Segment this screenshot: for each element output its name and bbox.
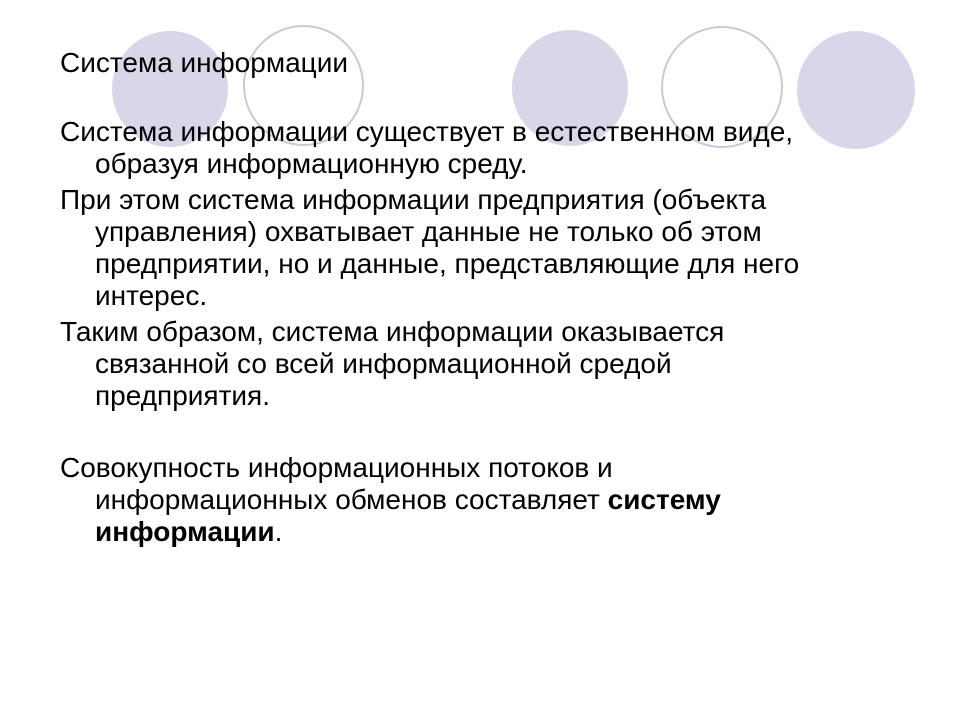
text-segment: При этом система информации предприятия (объекта xyxy=(60,184,767,215)
text-segment: информационных обменов составляет xyxy=(95,484,608,515)
body-text xyxy=(60,116,940,552)
text-segment: управления) охватывает данные не только об этом xyxy=(95,216,762,247)
text-segment: интерес. xyxy=(95,280,208,311)
text-segment: Таким образом, система информации оказывается xyxy=(60,316,725,347)
empty-paragraph xyxy=(60,416,940,448)
paragraph xyxy=(60,452,940,548)
bold-text-segment: информации xyxy=(95,516,275,547)
text-line xyxy=(60,516,940,548)
bold-text-segment: систему xyxy=(607,484,721,515)
text-segment: предприятии, но и данные, представляющие для него xyxy=(95,248,800,279)
text-segment: Система информации существует в естественном виде, xyxy=(60,116,794,147)
text-line xyxy=(60,184,940,216)
text-line xyxy=(60,216,940,248)
text-segment: предприятия. xyxy=(95,380,270,411)
text-line xyxy=(60,248,940,280)
text-segment: . xyxy=(274,516,283,547)
text-line xyxy=(60,280,940,312)
text-segment: Совокупность информационных потоков и xyxy=(60,452,613,483)
text-line xyxy=(60,484,940,516)
text-line xyxy=(60,116,940,148)
text-segment: связанной со всей информационной средой xyxy=(95,348,672,379)
text-segment: образуя информационную среду. xyxy=(95,148,528,179)
paragraph xyxy=(60,184,940,312)
slide-title: Система информации xyxy=(60,47,348,78)
paragraph xyxy=(60,116,940,180)
text-line xyxy=(60,380,940,412)
text-line xyxy=(60,452,940,484)
paragraph xyxy=(60,316,940,412)
text-line xyxy=(60,348,940,380)
text-line xyxy=(60,148,940,180)
text-line xyxy=(60,316,940,348)
